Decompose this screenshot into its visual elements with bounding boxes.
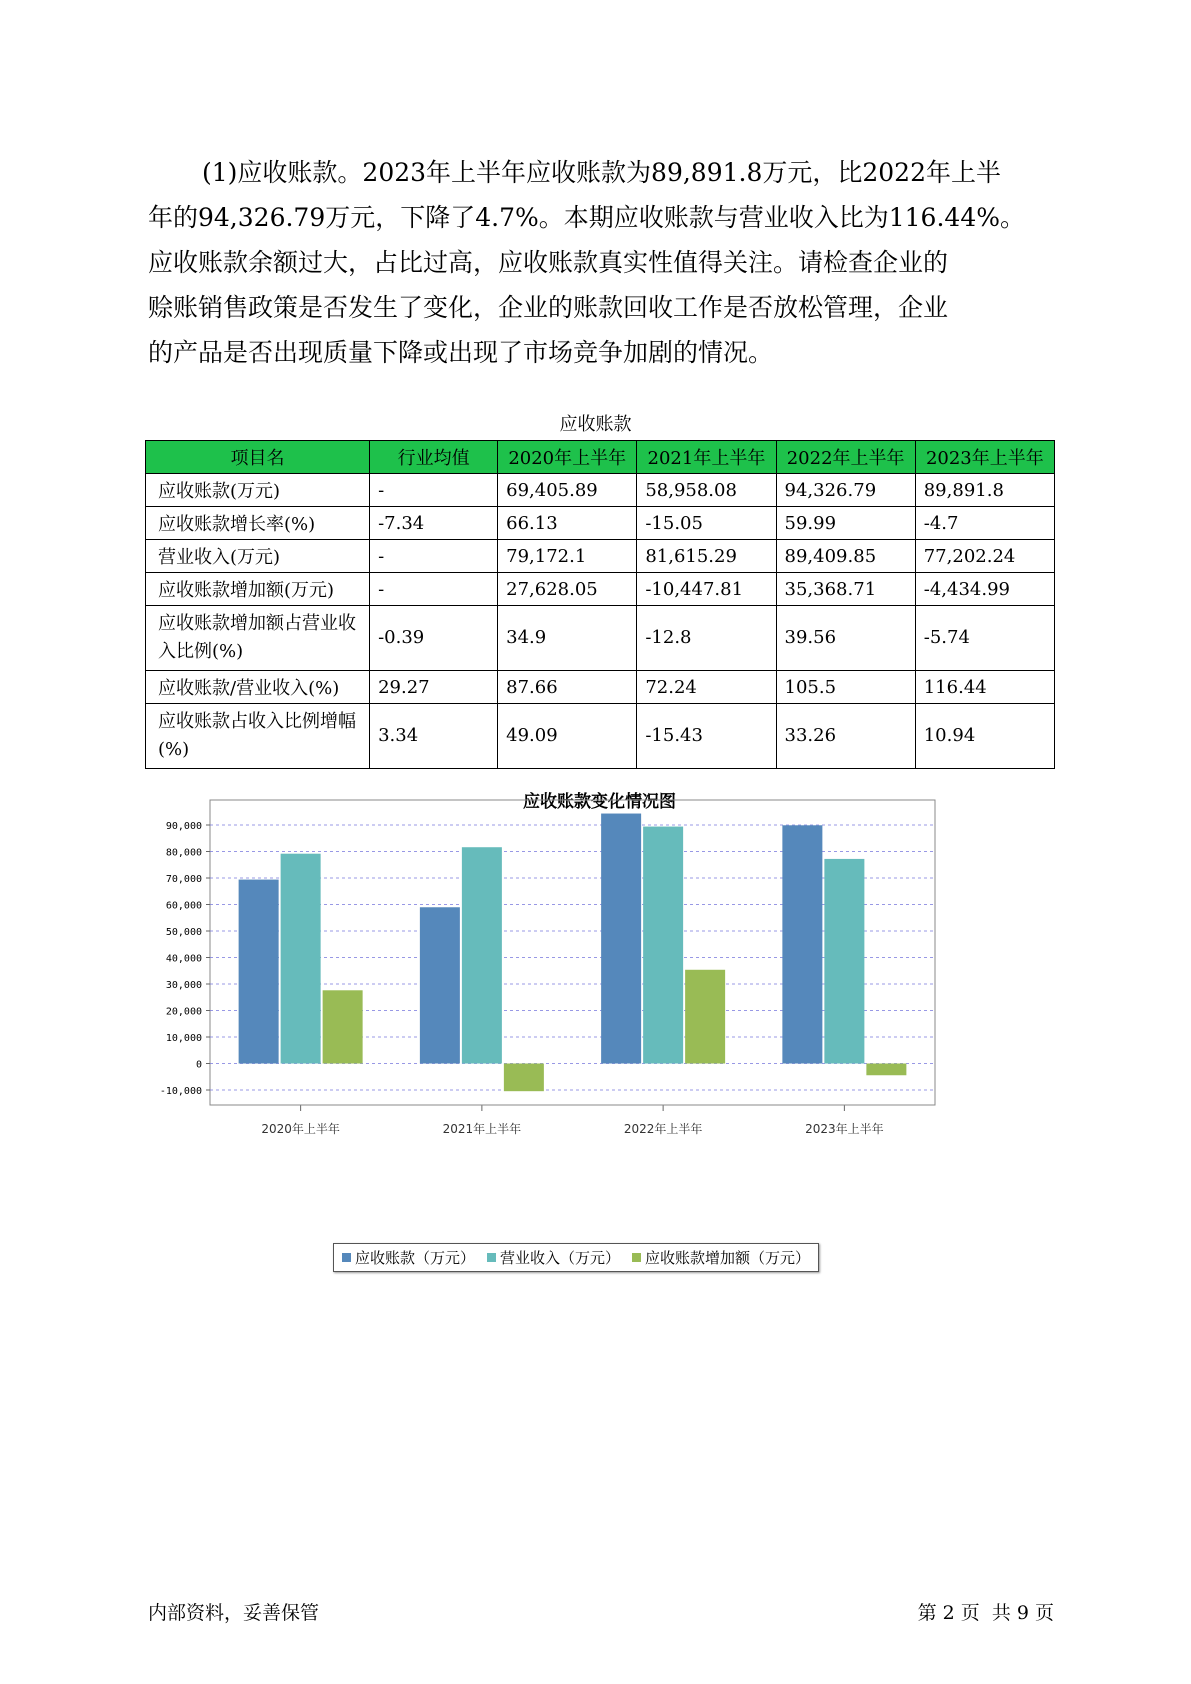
table-cell: -7.34 [370, 507, 498, 540]
y-tick-label: 90,000 [165, 821, 202, 832]
table-cell: 116.44 [915, 671, 1054, 704]
chart-legend [333, 1243, 819, 1272]
table-cell: 59.99 [776, 507, 915, 540]
table-cell: 77,202.24 [915, 540, 1054, 573]
footer-page-number: 第 2 页 共 9 页 [917, 1602, 1054, 1624]
column-header: 2023年上半年 [915, 441, 1054, 474]
column-header: 项目名 [146, 441, 370, 474]
y-tick-label: 80,000 [165, 847, 202, 859]
table-cell: 29.27 [370, 671, 498, 704]
table-cell: - [370, 573, 498, 606]
table-row [146, 474, 1055, 507]
table-cell: -5.74 [915, 606, 1054, 671]
paragraph-line: 应收账款余额过大，占比过高，应收账款真实性值得关注。请检查企业的 [148, 248, 949, 277]
bar-3 [504, 1064, 544, 1092]
table-cell: 66.13 [498, 507, 637, 540]
y-tick-label: 40,000 [165, 953, 202, 965]
row-label: 应收账款增长率(%) [146, 507, 370, 540]
table-cell: 81,615.29 [637, 540, 776, 573]
y-tick-label: 50,000 [165, 927, 202, 938]
x-tick-label: 2020年上半年 [261, 1122, 340, 1136]
y-tick-label: 70,000 [165, 874, 202, 885]
paragraph-line: 年的94,326.79万元，下降了4.7%。本期应收账款与营业收入比为116.44%。 [148, 203, 1025, 232]
row-label: 应收账款(万元) [146, 474, 370, 507]
bar-3 [323, 990, 363, 1063]
table-cell: 105.5 [776, 671, 915, 704]
legend-swatch [487, 1253, 496, 1262]
receivables-table [145, 440, 1055, 769]
y-tick-label: 30,000 [165, 980, 202, 991]
table-cell: -0.39 [370, 606, 498, 671]
bar-2 [281, 854, 321, 1064]
table-cell: 79,172.1 [498, 540, 637, 573]
x-tick-label: 2022年上半年 [623, 1122, 703, 1136]
bar-1 [420, 907, 460, 1063]
row-label: 营业收入(万元) [146, 540, 370, 573]
table-cell: 33.26 [776, 704, 915, 769]
receivables-chart [140, 792, 1060, 1275]
y-tick-label: -10,000 [159, 1086, 202, 1097]
table-cell: -4,434.99 [915, 573, 1054, 606]
table-cell: 72.24 [637, 671, 776, 704]
table-caption: 应收账款 [559, 414, 632, 435]
table-cell: 49.09 [498, 704, 637, 769]
table-cell: 39.56 [776, 606, 915, 671]
table-header-row [146, 441, 1055, 474]
bar-2 [643, 827, 683, 1064]
table-cell: -4.7 [915, 507, 1054, 540]
table-cell: -10,447.81 [637, 573, 776, 606]
bar-3 [685, 970, 725, 1064]
chart-svg [140, 792, 1060, 1245]
table-cell: -12.8 [637, 606, 776, 671]
bar-2 [462, 847, 502, 1063]
table-cell: 87.66 [498, 671, 637, 704]
table-cell: - [370, 540, 498, 573]
table-row [146, 507, 1055, 540]
row-label: 应收账款/营业收入(%) [146, 671, 370, 704]
table-row [146, 606, 1055, 671]
table-cell: -15.05 [637, 507, 776, 540]
y-tick-label: 60,000 [165, 900, 202, 912]
bar-1 [239, 880, 279, 1064]
row-label: 应收账款增加额占营业收入比例(%) [146, 606, 370, 671]
legend-item [632, 1247, 810, 1268]
table-cell: 10.94 [915, 704, 1054, 769]
table-cell: 89,891.8 [915, 474, 1054, 507]
table-cell: -15.43 [637, 704, 776, 769]
legend-label: 营业收入（万元） [500, 1249, 621, 1267]
paragraph-line: 赊账销售政策是否发生了变化，企业的账款回收工作是否放松管理，企业 [148, 293, 949, 322]
row-label: 应收账款增加额(万元) [146, 573, 370, 606]
table-cell: 34.9 [498, 606, 637, 671]
column-header: 行业均值 [370, 441, 498, 474]
x-tick-label: 2023年上半年 [805, 1122, 884, 1136]
table-row [146, 704, 1055, 769]
table-row [146, 671, 1055, 704]
legend-swatch [342, 1253, 351, 1262]
legend-label: 应收账款（万元） [355, 1249, 476, 1267]
table-row [146, 540, 1055, 573]
table-cell: 94,326.79 [776, 474, 915, 507]
table-cell: 89,409.85 [776, 540, 915, 573]
bar-3 [866, 1064, 906, 1076]
legend-swatch [632, 1253, 641, 1262]
table-cell: 3.34 [370, 704, 498, 769]
x-tick-label: 2021年上半年 [442, 1122, 522, 1136]
table-cell: 69,405.89 [498, 474, 637, 507]
paragraph-line: (1)应收账款。2023年上半年应收账款为89,891.8万元，比2022年上半 [202, 158, 1001, 187]
y-tick-label: 20,000 [165, 1006, 202, 1018]
chart-title: 应收账款变化情况图 [523, 792, 676, 812]
y-tick-label: 10,000 [165, 1033, 202, 1044]
bar-1 [782, 825, 822, 1063]
body-paragraph [148, 150, 1048, 375]
legend-label: 应收账款增加额（万元） [645, 1249, 811, 1267]
column-header: 2021年上半年 [637, 441, 776, 474]
table-cell: 27,628.05 [498, 573, 637, 606]
column-header: 2022年上半年 [776, 441, 915, 474]
row-label: 应收账款占收入比例增幅(%) [146, 704, 370, 769]
legend-item [342, 1247, 475, 1268]
bar-2 [824, 859, 864, 1064]
table-row [146, 573, 1055, 606]
bar-1 [601, 814, 641, 1064]
table-cell: 35,368.71 [776, 573, 915, 606]
y-tick-label: 0 [195, 1059, 202, 1071]
table-cell: - [370, 474, 498, 507]
column-header: 2020年上半年 [498, 441, 637, 474]
footer-confidential: 内部资料，妥善保管 [148, 1602, 320, 1624]
legend-item [487, 1247, 620, 1268]
table-cell: 58,958.08 [637, 474, 776, 507]
paragraph-line: 的产品是否出现质量下降或出现了市场竞争加剧的情况。 [148, 338, 774, 367]
